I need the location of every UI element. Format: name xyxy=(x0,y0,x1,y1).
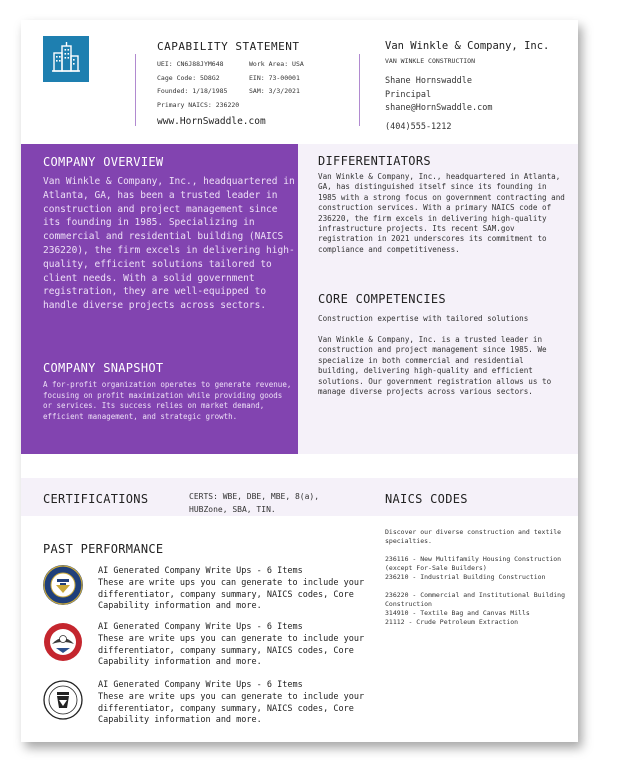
past-performance-item xyxy=(98,680,388,727)
differentiators-panel xyxy=(298,144,578,454)
engraving-printing-seal-icon xyxy=(43,680,83,720)
certifications-list: CERTS: WBE, DBE, MBE, 8(a), HUBZone, SBA, TIN. xyxy=(189,492,320,514)
building-logo-icon xyxy=(43,36,89,82)
header-divider-left xyxy=(135,54,136,126)
naics-code-item: 236116 - New Multifamily Housing Construction (except For-Sale Builders) xyxy=(385,555,562,572)
past-performance-heading: PAST PERFORMANCE xyxy=(43,542,164,556)
overview-heading: COMPANY OVERVIEW xyxy=(43,155,164,169)
company-name: Van Winkle & Company, Inc. xyxy=(385,40,550,52)
past-performance-item xyxy=(98,566,388,613)
past-performance-item xyxy=(98,622,388,669)
cage-code: Cage Code: 5D8G2 xyxy=(157,73,220,82)
uei: UEI: CN6J88JYM648 xyxy=(157,60,224,68)
past-performance-text: These are write ups you can generate to include your differentiator, company summary, NAICS codes, Core Capability information and more. xyxy=(98,691,365,726)
naics-intro: Discover our diverse construction and textile specialties. xyxy=(385,528,562,545)
ein: EIN: 73-00001 xyxy=(249,73,300,82)
past-performance-text: These are write ups you can generate to include your differentiator, company summary, NAICS codes, Core Capability information and more. xyxy=(98,577,365,612)
contact-title: Principal xyxy=(385,89,432,100)
differentiators-text: Van Winkle & Company, Inc., headquartered in Atlanta, GA, has distinguished itself since its founding in 1985 with a strong focus on government contracting and construction services. With a primary NAICS code of 236220, the firm excels in delivering high-quality infrastructure projects. Its recent SAM.gov registration in 2021 underscores its commitment to compliance and competitiveness. xyxy=(318,172,565,254)
treasury-irs-seal-icon xyxy=(43,565,83,605)
snapshot-text: A for-profit organization operates to generate revenue, focusing on profit maximization while providing goods or services. Its success relies on market demand, efficient management, and strategic growth. xyxy=(43,380,292,421)
work-area: Work Area: USA xyxy=(249,60,304,68)
founded-date: Founded: 1/18/1985 xyxy=(157,87,228,95)
competencies-heading: CORE COMPETENCIES xyxy=(318,292,446,306)
competencies-text: Van Winkle & Company, Inc. is a trusted leader in construction and project management since 1985. We specialize in both commercial and residential building, delivering high-quality and efficient solutions. Our government registration allows us to manage diverse projects across various sectors. xyxy=(318,335,552,397)
contact-phone[interactable]: (404)555-1212 xyxy=(385,121,452,132)
pipeline-safety-seal-icon xyxy=(43,622,83,662)
naics-heading: NAICS CODES xyxy=(385,492,468,506)
naics-code-item: 21112 - Crude Petroleum Extraction xyxy=(385,618,519,626)
company-identifiers xyxy=(157,58,304,112)
competencies-intro: Construction expertise with tailored solutions xyxy=(318,314,529,323)
naics-group-2 xyxy=(385,591,570,627)
past-performance-title: AI Generated Company Write Ups - 6 Items xyxy=(98,680,303,690)
certifications-heading: CERTIFICATIONS xyxy=(43,492,149,506)
past-performance-text: These are write ups you can generate to include your differentiator, company summary, NAICS codes, Core Capability information and more. xyxy=(98,633,365,668)
naics-code-item: 236220 - Commercial and Institutional Building Construction xyxy=(385,591,566,608)
sam-date: SAM: 3/3/2021 xyxy=(249,87,300,95)
differentiators-heading: DIFFERENTIATORS xyxy=(318,154,431,168)
past-performance-title: AI Generated Company Write Ups - 6 Items xyxy=(98,622,303,632)
naics-group-1 xyxy=(385,555,570,582)
contact-block xyxy=(385,75,492,134)
primary-naics: Primary NAICS: 236220 xyxy=(157,100,240,109)
company-subtitle: VAN WINKLE CONSTRUCTION xyxy=(385,57,476,65)
naics-code-item: 236210 - Industrial Building Construction xyxy=(385,573,546,581)
header-divider-right xyxy=(359,54,360,126)
snapshot-heading: COMPANY SNAPSHOT xyxy=(43,361,164,375)
overview-text: Van Winkle & Company, Inc., headquartered in Atlanta, GA, has been a trusted leader in construction and project management since its founding in 1985. Specializing in commercial and residential building (NAICS 236220), the firm excels in delivering high-quality, efficient solutions tailored to client needs. With a solid government registration, they are well-equipped to handle diverse projects across sectors. xyxy=(43,176,295,312)
naics-codes-list xyxy=(385,528,570,636)
capability-statement-page xyxy=(21,20,578,742)
contact-email[interactable]: shane@HornSwaddle.com xyxy=(385,103,493,113)
past-performance-title: AI Generated Company Write Ups - 6 Items xyxy=(98,566,303,576)
naics-code-item: 314910 - Textile Bag and Canvas Mills xyxy=(385,609,530,617)
capability-statement-title: CAPABILITY STATEMENT xyxy=(157,40,300,53)
overview-panel xyxy=(21,144,298,454)
contact-name: Shane Hornswaddle xyxy=(385,76,472,86)
website-link[interactable]: www.HornSwaddle.com xyxy=(157,116,266,127)
